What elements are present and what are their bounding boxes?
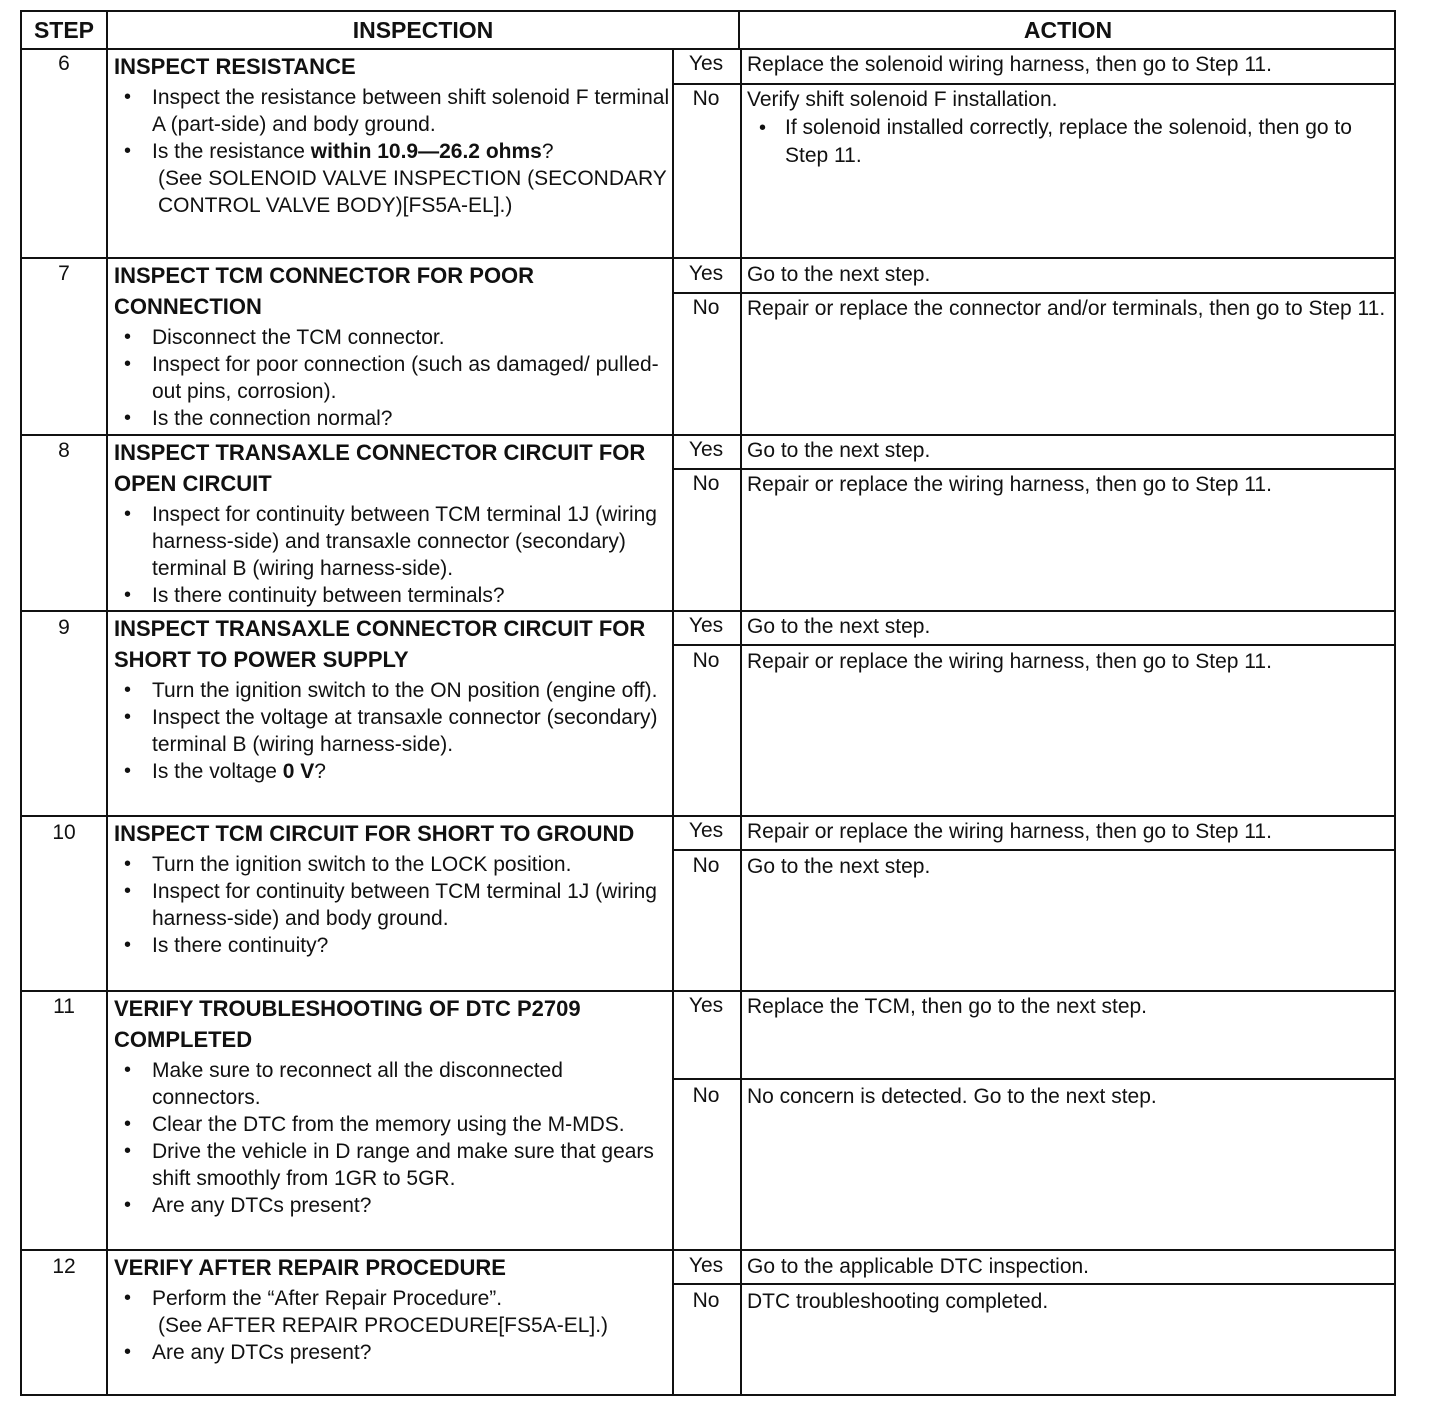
header-action: ACTION — [1023, 16, 1113, 43]
yes-no-divider — [672, 1078, 1394, 1080]
no-action: Go to the next step. — [747, 855, 931, 878]
inspection-cell — [114, 818, 674, 959]
inspection-bullet — [114, 138, 674, 219]
row-divider — [22, 815, 1394, 817]
inspection-bullet: • Inspect for continuity between TCM terminal 1J (wiring harness-side) and body ground. — [114, 878, 674, 932]
row-divider — [22, 257, 1394, 259]
inspection-bullet: • Are any DTCs present? — [114, 1192, 674, 1219]
yes-action: Repair or replace the wiring harness, then go to Step 11. — [747, 820, 1272, 843]
inspection-title: VERIFY AFTER REPAIR PROCEDURE — [114, 1255, 506, 1280]
inspection-cell — [114, 1252, 674, 1366]
reference-note: (See SOLENOID VALVE INSPECTION (SECONDARY CONTROL VALVE BODY)[FS5A-EL].) — [158, 167, 667, 217]
yes-no-divider — [672, 83, 1394, 85]
row-divider — [22, 48, 1394, 50]
row-divider — [22, 990, 1394, 992]
step-number: 8 — [58, 439, 70, 462]
yes-label: Yes — [688, 819, 724, 842]
yes-action: Go to the applicable DTC inspection. — [747, 1255, 1090, 1278]
no-label: No — [692, 854, 720, 877]
bullet-text: ? — [541, 140, 554, 163]
reference-note: (See AFTER REPAIR PROCEDURE[FS5A-EL].) — [158, 1314, 609, 1337]
inspection-title: INSPECT TCM CIRCUIT FOR SHORT TO GROUND — [114, 821, 635, 846]
step-number: 11 — [53, 995, 75, 1018]
yes-label: Yes — [688, 1254, 724, 1277]
inspection-bullet: • Is there continuity between terminals? — [114, 582, 674, 609]
inspection-bullet: • Make sure to reconnect all the disconnected connectors. — [114, 1057, 674, 1111]
inspection-bullet: • Is the connection normal? — [114, 405, 674, 432]
yes-action: Go to the next step. — [747, 615, 931, 638]
row-divider — [22, 434, 1394, 436]
row-divider — [22, 610, 1394, 612]
no-label: No — [692, 87, 720, 110]
inspection-bullet — [114, 1285, 674, 1339]
column-divider-step — [106, 12, 108, 1394]
troubleshooting-table — [20, 10, 1396, 1396]
step-number: 9 — [58, 616, 70, 639]
yes-action: Replace the TCM, then go to the next step. — [747, 995, 1148, 1018]
step-number: 7 — [58, 262, 70, 285]
yes-no-divider — [672, 849, 1394, 851]
inspection-cell — [114, 437, 674, 609]
no-action-bullet: • If solenoid installed correctly, replace the solenoid, then go to Step 11. — [747, 114, 1387, 170]
yes-action: Replace the solenoid wiring harness, then go to Step 11. — [747, 53, 1272, 76]
no-action — [747, 86, 1387, 170]
bullet-text: ? — [314, 760, 326, 783]
inspection-bullet: • Is there continuity? — [114, 932, 674, 959]
inspection-bullet — [114, 758, 674, 785]
inspection-bullet: • Inspect the voltage at transaxle connector (secondary) terminal B (wiring harness-side). — [114, 704, 674, 758]
yes-label: Yes — [688, 994, 724, 1017]
bullet-emphasis: 0 V — [282, 760, 315, 783]
no-action: Repair or replace the connector and/or terminals, then go to Step 11. — [747, 297, 1386, 320]
inspection-cell — [114, 993, 674, 1219]
inspection-bullet: • Disconnect the TCM connector. — [114, 324, 674, 351]
inspection-bullet: • Inspect the resistance between shift solenoid F terminal A (part-side) and body ground. — [114, 84, 674, 138]
yes-no-divider — [672, 1283, 1394, 1285]
inspection-cell — [114, 51, 674, 219]
inspection-bullet: • Turn the ignition switch to the ON position (engine off). — [114, 677, 674, 704]
inspection-title: INSPECT TRANSAXLE CONNECTOR CIRCUIT FOR SHORT TO POWER SUPPLY — [114, 616, 646, 672]
no-action-text: Verify shift solenoid F installation. — [747, 88, 1058, 111]
header-step: STEP — [33, 16, 95, 43]
inspection-bullet: • Drive the vehicle in D range and make sure that gears shift smoothly from 1GR to 5GR. — [114, 1138, 674, 1192]
no-label: No — [692, 296, 720, 319]
yes-no-divider — [672, 292, 1394, 294]
inspection-bullet: • Turn the ignition switch to the LOCK position. — [114, 851, 674, 878]
column-divider-header — [738, 12, 740, 48]
inspection-cell — [114, 260, 674, 432]
no-label: No — [692, 649, 720, 672]
bullet-emphasis: within 10.9—26.2 ohms — [310, 140, 542, 163]
step-number: 10 — [52, 821, 76, 844]
inspection-cell — [114, 613, 674, 785]
no-label: No — [692, 472, 720, 495]
no-action: Repair or replace the wiring harness, then go to Step 11. — [747, 473, 1272, 496]
inspection-title: INSPECT TRANSAXLE CONNECTOR CIRCUIT FOR OPEN CIRCUIT — [114, 440, 646, 496]
column-divider-yesno — [740, 48, 742, 1394]
yes-action: Go to the next step. — [747, 439, 931, 462]
yes-label: Yes — [688, 614, 724, 637]
yes-action: Go to the next step. — [747, 263, 931, 286]
inspection-title: INSPECT RESISTANCE — [114, 54, 356, 79]
bullet-text: Is the resistance — [152, 140, 311, 163]
bullet-text: Is the voltage — [152, 760, 283, 783]
no-action: Repair or replace the wiring harness, then go to Step 11. — [747, 650, 1272, 673]
step-number: 6 — [58, 52, 70, 75]
step-number: 12 — [52, 1255, 76, 1278]
row-divider — [22, 1249, 1394, 1251]
yes-no-divider — [672, 468, 1394, 470]
header-inspection: INSPECTION — [352, 16, 494, 43]
inspection-bullet: • Inspect for poor connection (such as damaged/ pulled-out pins, corrosion). — [114, 351, 674, 405]
yes-label: Yes — [688, 262, 724, 285]
bullet-text: Perform the “After Repair Procedure”. — [152, 1287, 503, 1310]
inspection-bullet: • Are any DTCs present? — [114, 1339, 674, 1366]
no-label: No — [692, 1084, 720, 1107]
no-label: No — [692, 1289, 720, 1312]
yes-label: Yes — [688, 438, 724, 461]
inspection-title: VERIFY TROUBLESHOOTING OF DTC P2709 COMPLETED — [114, 996, 581, 1052]
inspection-bullet: • Clear the DTC from the memory using the M-MDS. — [114, 1111, 674, 1138]
inspection-title: INSPECT TCM CONNECTOR FOR POOR CONNECTION — [114, 263, 535, 319]
inspection-bullet: • Inspect for continuity between TCM terminal 1J (wiring harness-side) and transaxle connector (secondary) terminal B (wiring harness-side). — [114, 501, 674, 582]
no-action: DTC troubleshooting completed. — [747, 1290, 1049, 1313]
yes-label: Yes — [688, 52, 724, 75]
yes-no-divider — [672, 644, 1394, 646]
no-action: No concern is detected. Go to the next step. — [747, 1085, 1157, 1108]
